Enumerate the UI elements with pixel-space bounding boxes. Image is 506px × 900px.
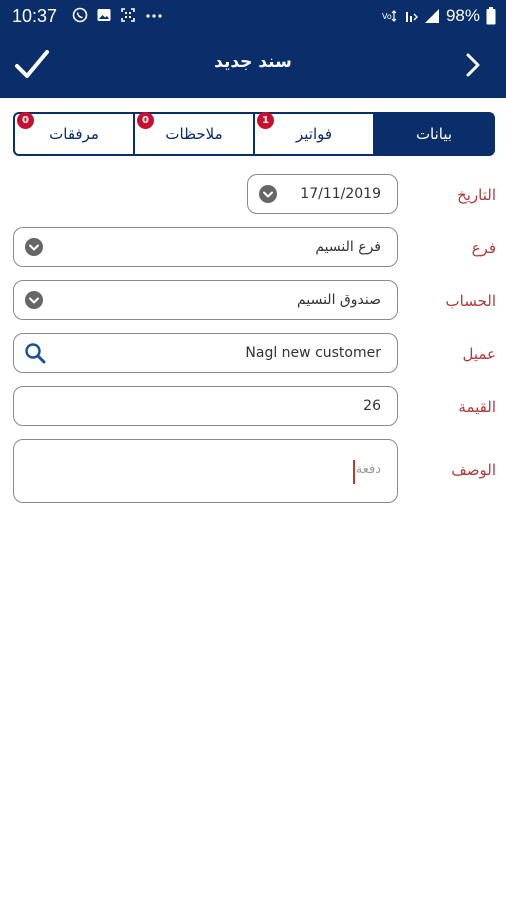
- account-label: الحساب: [445, 292, 496, 310]
- tab-bar: [13, 112, 495, 156]
- count-badge: 0: [17, 112, 34, 129]
- status-system-area: [382, 6, 496, 26]
- count-badge: 1: [257, 112, 274, 129]
- tab-label: مرفقات: [49, 125, 99, 143]
- tab-label: فواتير: [295, 125, 333, 143]
- chevron-down-icon: [258, 184, 278, 204]
- tab-attachments[interactable]: [15, 114, 133, 154]
- search-icon[interactable]: [24, 342, 46, 364]
- branch-value: فرع النسيم: [315, 239, 381, 255]
- count-badge: 0: [137, 112, 154, 129]
- page-title: سند جديد: [214, 52, 292, 72]
- branch-select[interactable]: [13, 227, 398, 267]
- tab-label: بيانات: [415, 125, 453, 143]
- battery-percent: 98%: [445, 6, 480, 25]
- wifi-icon: [404, 8, 418, 24]
- tab-data[interactable]: [373, 114, 493, 154]
- svg-text:Vo: Vo: [381, 12, 392, 21]
- more-dots-icon: [144, 7, 164, 23]
- signal-icon: [424, 8, 440, 24]
- network-icon: [382, 8, 398, 24]
- branch-label: فرع: [471, 239, 496, 257]
- customer-value: Nagl new customer: [245, 345, 381, 361]
- amount-label: القيمة: [458, 398, 496, 416]
- text-cursor: [353, 460, 355, 484]
- customer-search-field[interactable]: [13, 333, 398, 373]
- chevron-down-icon: [24, 290, 44, 310]
- date-picker[interactable]: [247, 174, 398, 214]
- app-bar: [0, 32, 506, 98]
- amount-value: 26: [363, 398, 381, 414]
- amount-input[interactable]: [13, 386, 398, 426]
- status-bar: [0, 0, 506, 32]
- status-notification-icons: [72, 7, 164, 23]
- image-icon: [96, 7, 112, 23]
- tab-invoices[interactable]: [253, 114, 373, 154]
- date-label: التاريخ: [457, 186, 496, 204]
- chevron-down-icon: [24, 237, 44, 257]
- tab-notes[interactable]: [133, 114, 253, 154]
- battery-icon: [486, 7, 496, 25]
- tab-label: ملاحظات: [165, 125, 223, 143]
- qr-scan-icon: [120, 7, 136, 23]
- date-value: 17/11/2019: [300, 186, 381, 202]
- description-value: دفعة: [355, 462, 381, 477]
- account-value: صندوق النسيم: [297, 292, 381, 308]
- chevron-right-icon[interactable]: [462, 52, 484, 78]
- account-select[interactable]: [13, 280, 398, 320]
- description-label: الوصف: [451, 461, 496, 479]
- customer-label: عميل: [462, 345, 496, 363]
- status-time: 10:37: [12, 6, 58, 26]
- description-textarea[interactable]: [13, 439, 398, 503]
- whatsapp-icon: [72, 7, 88, 23]
